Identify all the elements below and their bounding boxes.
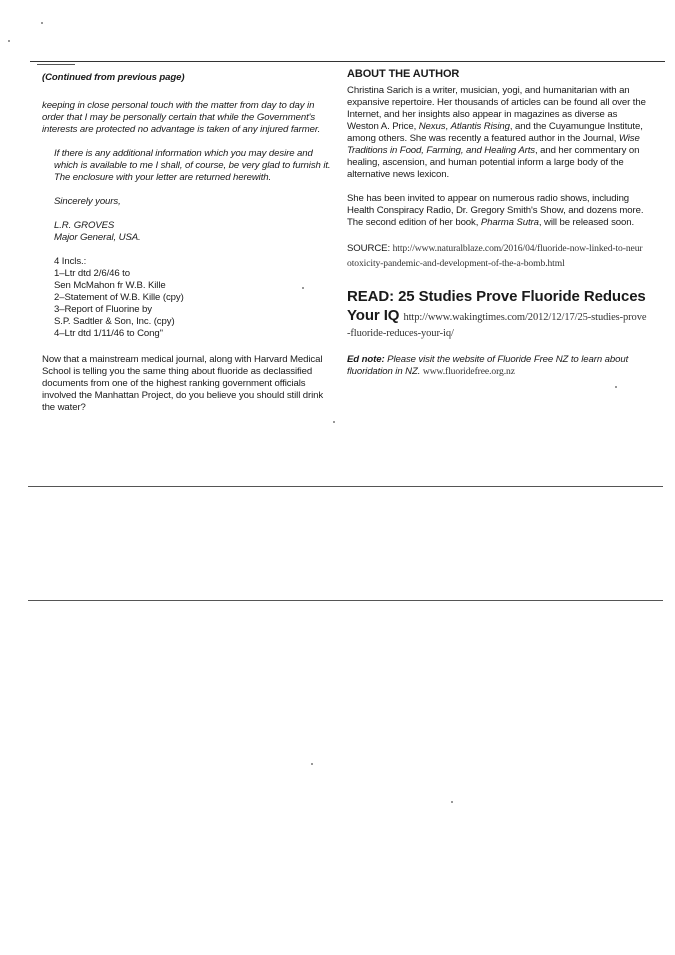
letter-paragraph-1: keeping in close personal touch with the matter from day to day in order that I may be personally certain that while the Government's interests are protected no advantage is taken of any injured farmer. [42, 100, 321, 135]
enclosure-line: Sen McMahon fr W.B. Kille [54, 280, 166, 291]
ed-note-link[interactable]: www.fluoridefree.org.nz [422, 366, 515, 377]
author-bio [347, 85, 647, 181]
enclosure-line: S.P. Sadtler & Son, Inc. (cpy) [54, 316, 175, 327]
radio-text: She has been invited to appear on numerous radio shows, including Health Conspiracy Radio, Dr. Gregory Smith's Show, and dozens more. The second edition of her book, [347, 193, 644, 228]
top-rule-short [37, 64, 75, 65]
scan-speck [333, 421, 335, 423]
scan-speck [615, 386, 617, 388]
scan-speck [451, 801, 453, 803]
source-label: SOURCE: [347, 243, 393, 254]
read-heading: READ: 25 Studies Prove Fluoride Reduces Your IQ [347, 288, 646, 324]
scan-speck [311, 763, 313, 765]
signer-title: Major General, USA. [54, 232, 141, 243]
top-rule [30, 61, 665, 62]
bottom-rule [28, 600, 663, 601]
radio-text: , will be released soon. [538, 217, 635, 228]
source-line [347, 241, 647, 271]
bio-atlantis-rising: Atlantis Rising [450, 121, 510, 132]
ed-note-text: Please visit the website of Fluoride Free NZ to learn about fluoridation in NZ. [347, 354, 629, 377]
enclosures-header: 4 Incls.: [54, 256, 87, 267]
scan-speck [8, 40, 10, 42]
left-column [42, 72, 334, 414]
enclosures-list [42, 268, 334, 340]
enclosure-line: 2–Statement of W.B. Kille (cpy) [54, 292, 184, 303]
bio-text: , [445, 121, 451, 132]
read-block [347, 287, 647, 342]
source-link[interactable]: http://www.naturalblaze.com/2016/04/fluoride-now-linked-to-neurotoxicity-pandemic-and-development-of-the-a-bomb.html [347, 243, 643, 269]
signer-name: L.R. GROVES [54, 220, 115, 231]
letter-paragraph-2: If there is any additional information which you may desire and which is available to me I shall, of course, be very glad to furnish it. The enclosure with your letter are returned herewith. [54, 148, 331, 183]
book-title: Pharma Sutra [480, 217, 539, 228]
enclosure-line: 1–Ltr dtd 2/6/46 to [54, 268, 130, 279]
middle-rule [28, 486, 663, 487]
ed-note-label: Ed note: [347, 354, 385, 365]
continued-note: (Continued from previous page) [42, 72, 185, 83]
scan-speck [41, 22, 43, 24]
bio-journal-title: Wise Traditions in Food, Farming, and Healing Arts [347, 133, 640, 156]
read-link[interactable]: http://www.wakingtimes.com/2012/12/17/25-studies-prove-fluoride-reduces-your-iq/ [347, 312, 647, 339]
enclosure-line: 3–Report of Fluorine by [54, 304, 152, 315]
bio-nexus: Nexus [418, 121, 446, 132]
right-column [347, 68, 647, 378]
ed-note [347, 354, 647, 378]
bio-text: , and her commentary on healing, ascension, and human potential inform a large body of the alternative news lexicon. [347, 145, 640, 180]
about-author-heading: ABOUT THE AUTHOR [347, 68, 460, 80]
author-radio [347, 193, 647, 229]
commentary-paragraph: Now that a mainstream medical journal, along with Harvard Medical School is telling you the same thing about fluoride as declassified documents from one of the highest ranking government officials involved the Manhattan Project, do you believe you should still drink the water? [42, 354, 324, 413]
bio-text: , and the Cuyamungue Institute, among others. She was recently a featured author in the Journal, [347, 121, 643, 144]
enclosure-line: 4–Ltr dtd 1/11/46 to Cong" [54, 328, 163, 339]
letter-closing: Sincerely yours, [54, 196, 121, 207]
bio-text: Christina Sarich is a writer, musician, yogi, and humanitarian with an expansive repertoire. Her thousands of articles can be found all over the Internet, and her insights also appear in magazines as diverse as Weston A. Price, [347, 85, 646, 132]
